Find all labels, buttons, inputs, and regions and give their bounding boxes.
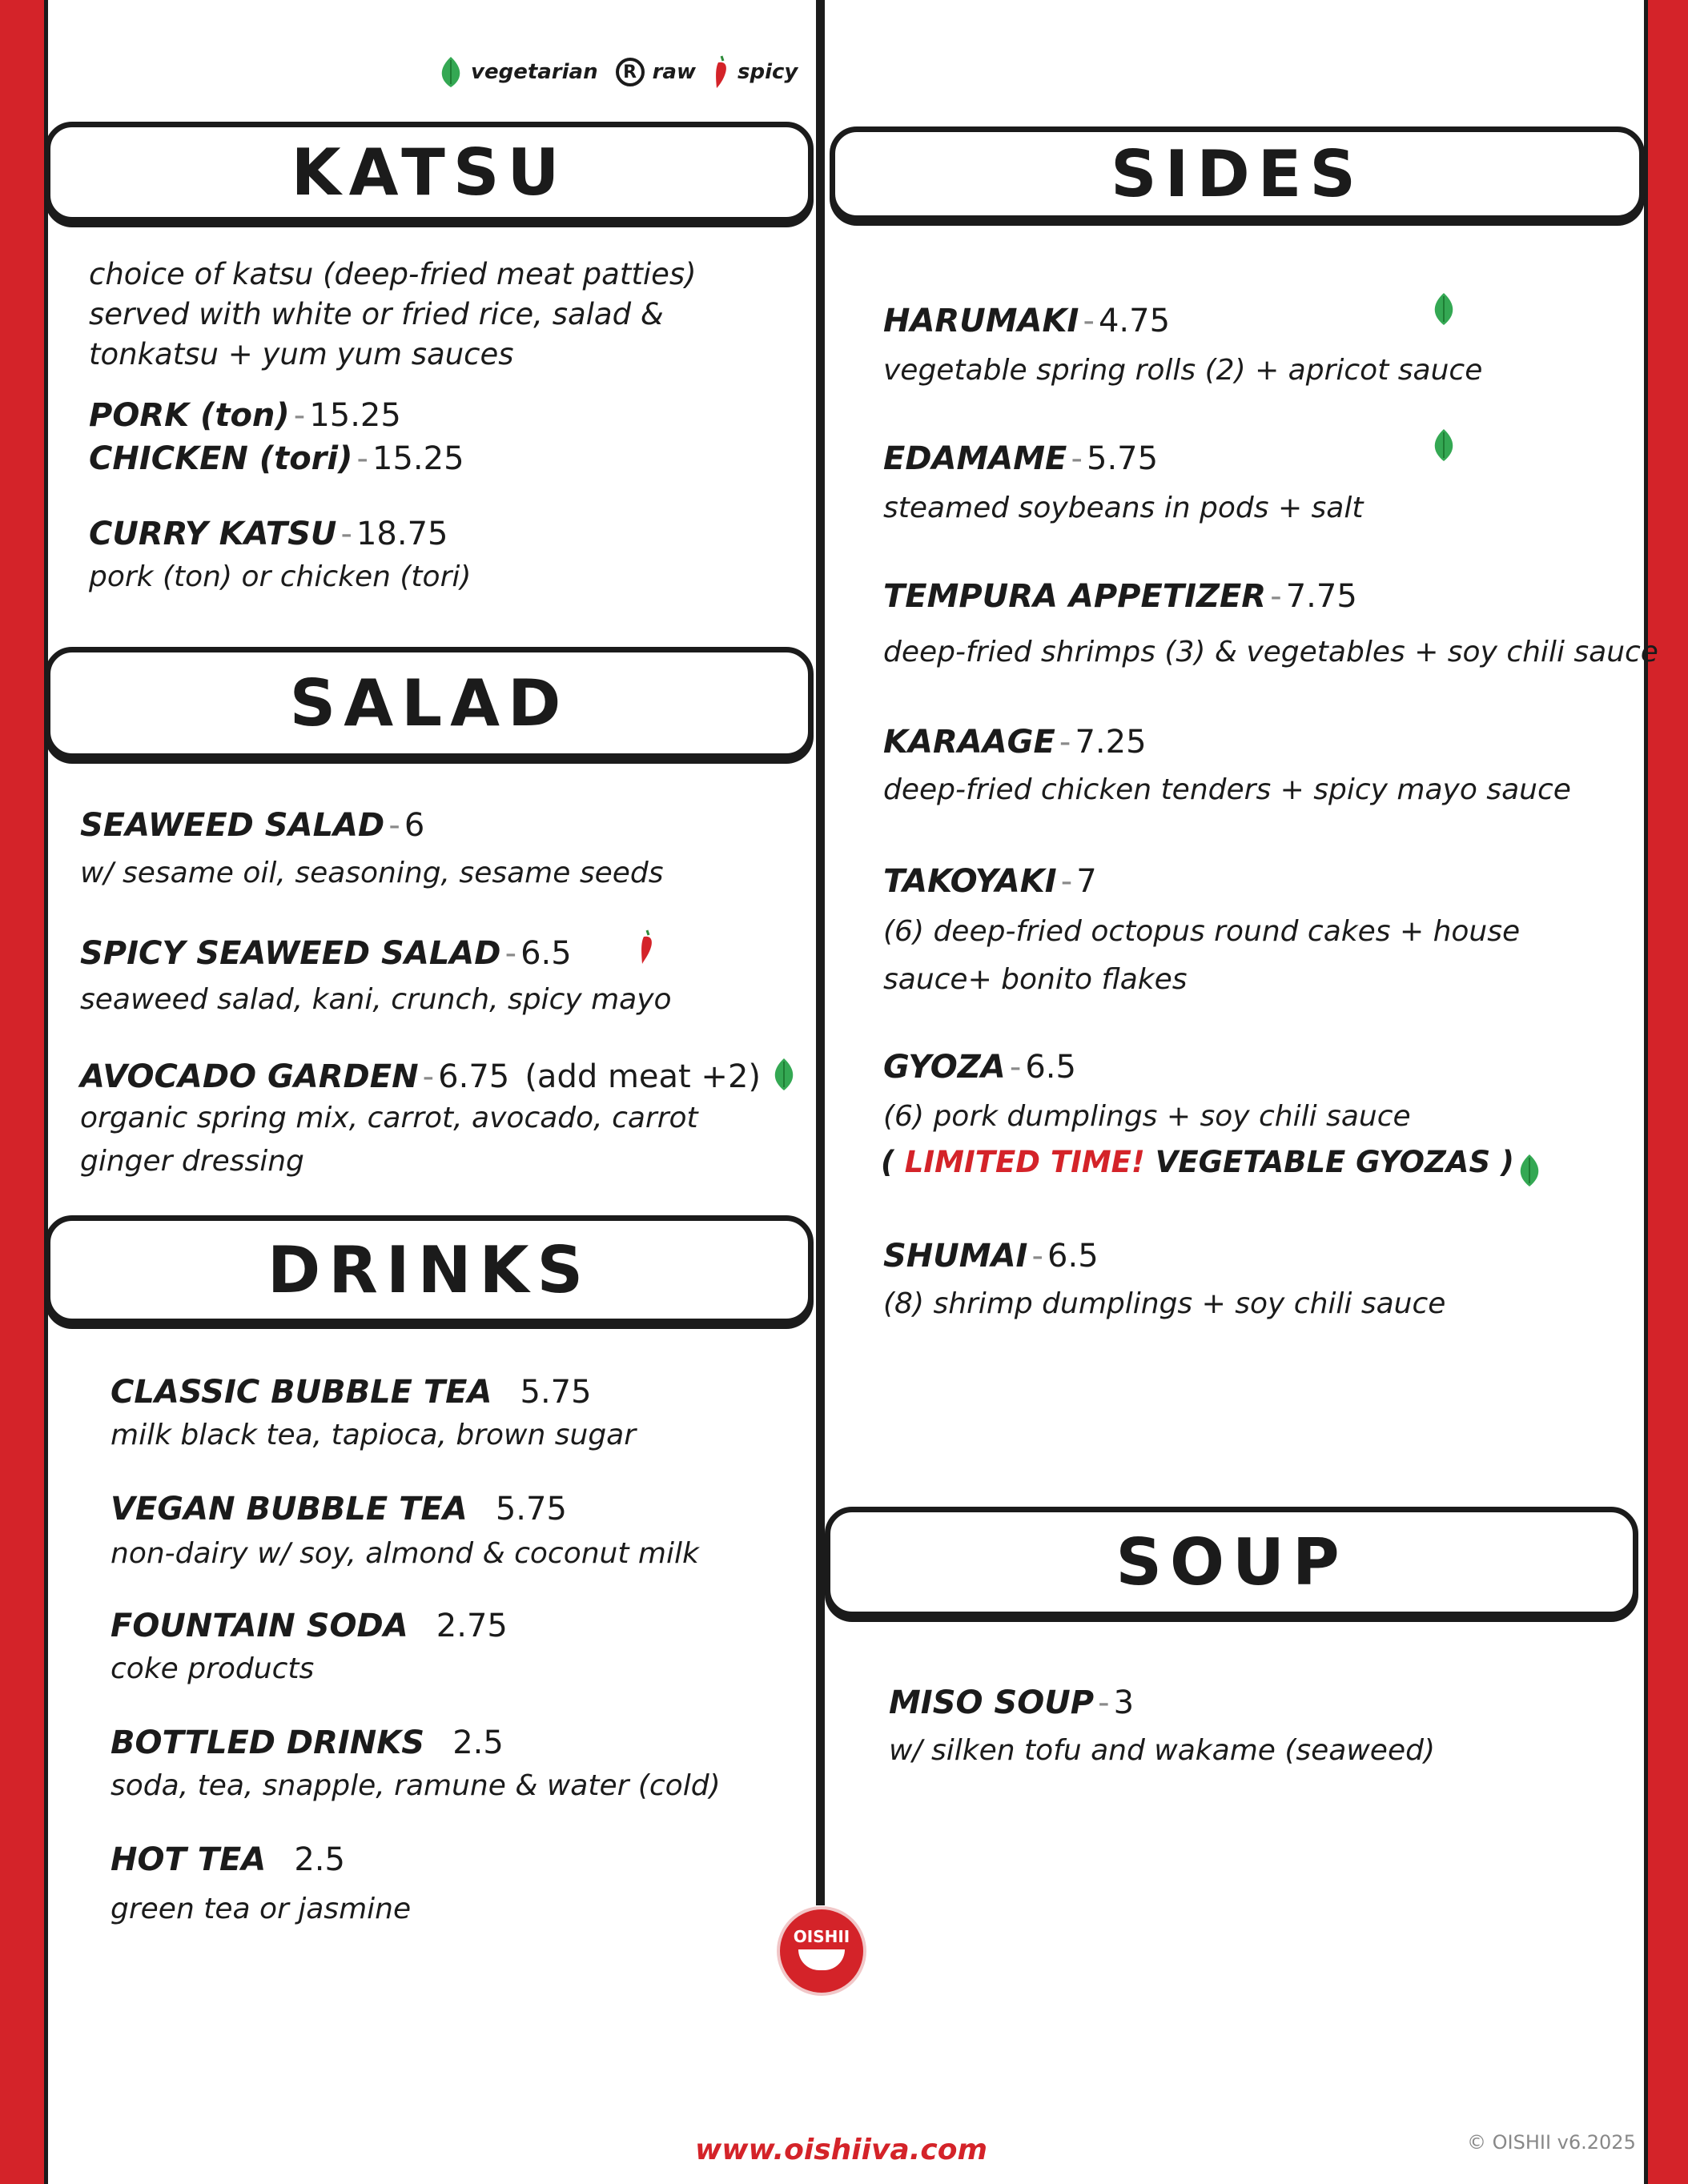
dash: -: [1083, 303, 1095, 339]
menu-item-classic-bubble-tea: [111, 1374, 592, 1411]
dash: -: [1060, 863, 1073, 900]
leaf-icon: [439, 55, 463, 89]
left-red-border: [0, 0, 48, 2184]
item-price: 6.5: [1047, 1238, 1099, 1275]
item-name: EDAMAME: [883, 440, 1067, 477]
dash: -: [422, 1058, 435, 1095]
website-link[interactable]: www.oishiiva.com: [695, 2134, 987, 2166]
dash: -: [388, 807, 400, 844]
item-description: pork (ton) or chicken (tori): [89, 560, 472, 593]
legend-vegetarian-label: vegetarian: [471, 60, 598, 84]
item-price: 7: [1076, 863, 1097, 900]
item-description: (8) shrimp dumplings + soy chili sauce: [883, 1287, 1446, 1320]
item-price: 6.75: [438, 1058, 510, 1095]
menu-item-fountain-soda: [111, 1608, 508, 1644]
katsu-title: KATSU: [291, 134, 568, 210]
limited-rest: VEGETABLE GYOZAS ): [1144, 1145, 1514, 1179]
item-description: steamed soybeans in pods + salt: [883, 492, 1364, 524]
menu-item-harumaki: [883, 303, 1170, 339]
item-price: 2.5: [452, 1724, 504, 1761]
leaf-icon: [1517, 1153, 1541, 1188]
item-price: 2.75: [436, 1608, 508, 1644]
salad-title: SALAD: [289, 665, 569, 741]
item-price: 5.75: [520, 1374, 592, 1411]
item-name: AVOCADO GARDEN: [80, 1058, 419, 1095]
sides-header: [830, 126, 1645, 221]
item-name: PORK (ton): [89, 397, 290, 434]
bowl-icon: [798, 1949, 845, 1970]
menu-item-takoyaki: [883, 863, 1097, 900]
item-description: w/ silken tofu and wakame (seaweed): [889, 1734, 1435, 1767]
item-description: (6) pork dumplings + soy chili sauce: [883, 1100, 1411, 1133]
item-name: HARUMAKI: [883, 303, 1079, 339]
item-description: deep-fried chicken tenders + spicy mayo sauce: [883, 773, 1571, 806]
item-name: CURRY KATSU: [89, 516, 337, 552]
soup-title: SOUP: [1115, 1524, 1348, 1600]
soup-header: [825, 1507, 1638, 1617]
item-price: 4.75: [1098, 303, 1171, 339]
item-description: coke products: [111, 1652, 315, 1685]
drinks-title: DRINKS: [267, 1232, 592, 1307]
leaf-icon: [1432, 428, 1456, 463]
item-description: vegetable spring rolls (2) + apricot sauce: [883, 354, 1483, 387]
item-price: 7.75: [1285, 578, 1357, 615]
item-name: CHICKEN (tori): [89, 440, 353, 477]
legend-spicy: [713, 54, 798, 90]
dash: -: [1270, 578, 1282, 615]
oishii-logo: [780, 1909, 863, 1993]
drinks-header: [45, 1215, 814, 1324]
item-price: 6.5: [520, 935, 572, 972]
item-price: 15.25: [309, 397, 401, 434]
legend-raw-label: raw: [652, 60, 696, 84]
dash: -: [1059, 724, 1071, 761]
dash: -: [340, 516, 352, 552]
chili-pepper-icon: [639, 929, 655, 966]
item-name: GYOZA: [883, 1049, 1006, 1086]
item-name: SPICY SEAWEED SALAD: [80, 935, 501, 972]
menu-item-edamame: [883, 440, 1158, 477]
item-description: (6) deep-fried octopus round cakes + house sauce+ bonito flakes: [883, 915, 1521, 996]
katsu-intro: choice of katsu (deep-fried meat patties) served with white or fried rice, salad & tonkatsu + yum yum sauces: [89, 257, 697, 371]
salad-header: [45, 647, 814, 759]
dash: -: [1098, 1684, 1110, 1721]
menu-item-bottled-drinks: [111, 1724, 504, 1761]
leaf-icon: [1432, 291, 1456, 327]
item-description: w/ sesame oil, seasoning, sesame seeds: [80, 857, 664, 889]
legend-raw: [616, 58, 696, 86]
item-name: BOTTLED DRINKS: [111, 1724, 425, 1761]
menu-item-shumai: [883, 1238, 1099, 1275]
item-price: 7.25: [1075, 724, 1147, 761]
logo-text: OISHII: [793, 1927, 850, 1946]
item-name: HOT TEA: [111, 1841, 267, 1878]
right-red-border: [1644, 0, 1688, 2184]
item-name: VEGAN BUBBLE TEA: [111, 1491, 468, 1528]
item-price: 6.5: [1025, 1049, 1076, 1086]
dash: -: [293, 397, 306, 434]
menu-item-spicy-seaweed-salad: [80, 935, 572, 972]
limited-time-note: [881, 1145, 1514, 1179]
item-name: TAKOYAKI: [883, 863, 1057, 900]
chili-pepper-icon: [713, 54, 729, 90]
item-price: 15.25: [372, 440, 464, 477]
legend: [439, 54, 815, 90]
menu-item-curry-katsu: [89, 516, 448, 552]
item-description: green tea or jasmine: [111, 1893, 412, 1925]
item-price: 18.75: [356, 516, 448, 552]
menu-item-tempura-appetizer: [883, 578, 1357, 615]
item-extra: (add meat +2): [524, 1058, 761, 1095]
item-description: deep-fried shrimps (3) & vegetables + soy chili sauce: [883, 636, 1658, 668]
copyright: © OISHII v6.2025: [1467, 2131, 1636, 2154]
item-name: KARAAGE: [883, 724, 1055, 761]
column-divider: [816, 0, 825, 1905]
menu-item-miso-soup: [889, 1684, 1134, 1721]
menu-item-hot-tea: [111, 1841, 345, 1878]
item-name: TEMPURA APPETIZER: [883, 578, 1267, 615]
item-price: 6: [404, 807, 425, 844]
item-description: seaweed salad, kani, crunch, spicy mayo: [80, 983, 672, 1016]
item-price: 5.75: [495, 1491, 567, 1528]
limited-open: (: [881, 1145, 905, 1179]
menu-item-seaweed-salad: [80, 807, 424, 844]
dash: -: [1009, 1049, 1022, 1086]
item-price: 5.75: [1087, 440, 1159, 477]
sides-title: SIDES: [1110, 136, 1364, 211]
leaf-icon: [772, 1057, 796, 1092]
dash: -: [1031, 1238, 1043, 1275]
katsu-header: [45, 122, 814, 223]
legend-spicy-label: spicy: [737, 60, 798, 84]
item-description: milk black tea, tapioca, brown sugar: [111, 1419, 637, 1451]
menu-item-pork: [89, 397, 401, 434]
item-description: non-dairy w/ soy, almond & coconut milk: [111, 1537, 699, 1570]
menu-item-chicken: [89, 440, 464, 477]
dash: -: [356, 440, 368, 477]
limited-time-label: LIMITED TIME!: [904, 1145, 1145, 1179]
legend-vegetarian: [439, 55, 598, 89]
item-name: CLASSIC BUBBLE TEA: [111, 1374, 492, 1411]
item-name: MISO SOUP: [889, 1684, 1095, 1721]
item-price: 3: [1113, 1684, 1135, 1721]
menu-item-vegan-bubble-tea: [111, 1491, 567, 1528]
dash: -: [504, 935, 516, 972]
dash: -: [1071, 440, 1083, 477]
menu-item-gyoza: [883, 1049, 1076, 1086]
menu-item-karaage: [883, 724, 1147, 761]
item-name: FOUNTAIN SODA: [111, 1608, 408, 1644]
menu-item-avocado-garden: [80, 1058, 761, 1095]
item-name: SEAWEED SALAD: [80, 807, 385, 844]
raw-icon: R: [616, 58, 645, 86]
item-description: soda, tea, snapple, ramune & water (cold): [111, 1769, 721, 1802]
item-name: SHUMAI: [883, 1238, 1028, 1275]
item-description: organic spring mix, carrot, avocado, carrot ginger dressing: [80, 1102, 698, 1178]
item-price: 2.5: [294, 1841, 345, 1878]
